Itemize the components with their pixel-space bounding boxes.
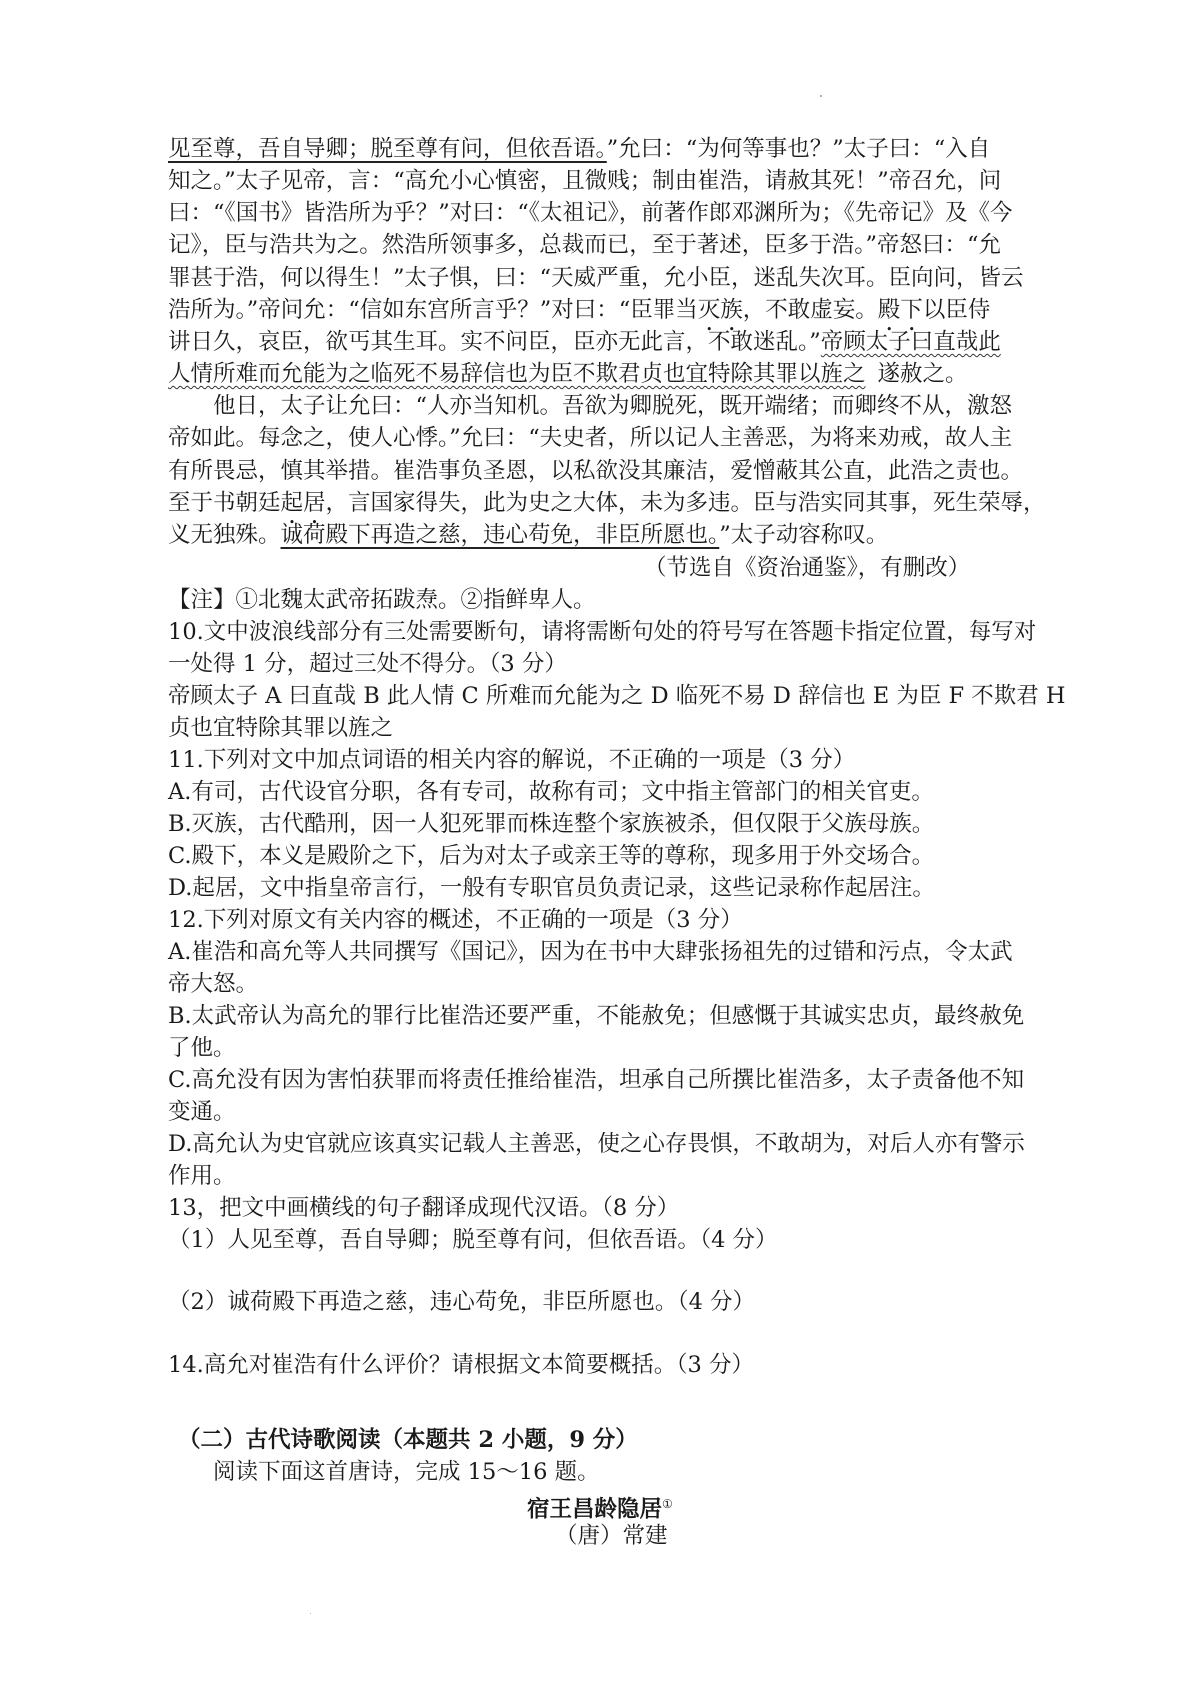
poem-title-text: 宿王昌龄隐居 — [527, 1496, 663, 1523]
poem-note-mark: ① — [662, 1497, 673, 1511]
scan-speck — [310, 1613, 311, 1614]
passage-source: （节选自《资治通鉴》，有删改） — [644, 555, 971, 581]
section-2-heading: （二）古代诗歌阅读（本题共 2 小题，9 分） — [178, 1427, 638, 1453]
poem-title — [527, 1489, 673, 1525]
question-12-option-d: 作用。 — [168, 1163, 236, 1189]
passage-text: 以臣侍 — [922, 297, 991, 323]
question-11-stem: 11.下列对文中加点词语的相关内容的解说，不正确的一项是（3 分） — [168, 747, 856, 773]
passage-text: 浩所为。”帝问允：“信如东宫所言乎？”对曰：“臣罪当 — [168, 297, 698, 323]
question-13-sentence-1: （1）人见至尊，吾自导卿；脱至尊有问，但依吾语。（4 分） — [168, 1227, 778, 1253]
passage-line — [168, 134, 990, 164]
passage-text: 讲日久，哀臣，欲丐其生耳。实不问臣，臣亦无此言，不敢迷乱。” — [168, 329, 821, 355]
question-12-option-b: B.太武帝认为高允的罪行比崔浩还要严重，不能赦免；但感慨于其诚实忠贞，最终赦免 — [168, 1003, 1025, 1029]
question-12-option-c: 变通。 — [168, 1099, 236, 1125]
passage-line: 记》，臣与浩共为之。然浩所领事多，总裁而已，至于著述，臣多于浩。”帝怒曰：“允 — [168, 232, 1002, 258]
question-12-option-b: 了他。 — [168, 1035, 236, 1061]
passage-text: ”允曰：“为何等事也？”太子曰：“入自 — [606, 136, 991, 162]
question-10-text: 帝顾太子 A 曰直哉 B 此人情 C 所难而允能为之 D 临死不易 D 辞信也 E 为臣 F 不欺君 H — [168, 683, 1066, 709]
section-2-intro: 阅读下面这首唐诗，完成 15～16 题。 — [213, 1459, 600, 1485]
question-12-stem: 12.下列对原文有关内容的概述，不正确的一项是（3 分） — [168, 907, 743, 933]
notes: 【注】①北魏太武帝拓跋焘。②指鲜卑人。 — [168, 587, 596, 613]
question-11-option-d: D.起居，文中指皇帝言行，一般有专职官员负责记录，这些记录称作起居注。 — [168, 875, 935, 901]
scan-speck — [820, 95, 822, 97]
dotted-term-dian-xia: 殿下 — [877, 297, 923, 323]
passage-line — [168, 359, 968, 389]
passage-text: ，不敢虚妄。 — [742, 297, 878, 323]
question-10-stem: 10.文中波浪线部分有三处需要断句，请将需断句处的符号写在答题卡指定位置，每写对 — [168, 619, 1037, 645]
question-10-text: 贞也宜特除其罪以旌之 — [168, 715, 394, 741]
wavy-underlined-text: 人情所难而允能为之临死不易辞信也为臣不欺君贞也宜特除其罪以旌之 — [168, 361, 866, 387]
question-12-option-d: D.高允认为史官就应该真实记载人主善恶，使之心存畏惧，不敢胡为，对后人亦有警示 — [168, 1131, 1025, 1157]
question-11-option-c: C.殿下，本义是殿阶之下，后为对太子或亲王等的尊称，现多用于外交场合。 — [168, 843, 935, 869]
passage-line: 他日，太子让允曰：“人亦当知机。吾欲为卿脱死，既开端绪；而卿终不从，激怒 — [213, 393, 1013, 419]
underlined-sentence-1: 见至尊，吾自导卿；脱至尊有问，但依吾语。 — [168, 136, 607, 162]
question-12-option-c: C.高允没有因为害怕获罪而将责任推给崔浩，坦承自己所撰比崔浩多，太子责备他不知 — [168, 1067, 1025, 1093]
question-13-stem: 13，把文中画横线的句子翻译成现代汉语。（8 分） — [168, 1195, 680, 1221]
dotted-term-mie-zu: 灭族 — [697, 297, 743, 323]
passage-line — [168, 520, 888, 550]
question-12-option-a: 帝大怒。 — [168, 971, 259, 997]
passage-text: 遂赦之。 — [877, 361, 968, 387]
passage-text: 至于书朝廷 — [168, 490, 281, 516]
passage-text: ，言国家得失，此为史之大体，未为多违。臣与浩实同其事，死生荣辱， — [325, 490, 1046, 516]
question-12-option-a: A.崔浩和高允等人共同撰写《国记》，因为在书中大肆张扬祖先的过错和污点，令太武 — [168, 939, 1013, 965]
passage-line: 曰：“《国书》皆浩所为乎？”对曰：“《太祖记》，前著作郎邓渊所为；《先帝记》及《今 — [168, 200, 1013, 226]
wavy-underlined-text: 帝顾太子曰直哉此 — [820, 329, 1001, 355]
dotted-term-qi-ju: 起居 — [280, 490, 326, 516]
question-13-sentence-2: （2）诚荷殿下再造之慈，违心苟免，非臣所愿也。（4 分） — [168, 1289, 756, 1315]
passage-line: 罪甚于浩，何以得生！”太子惧，曰：“天威严重，允小臣，迷乱失次耳。臣向问，皆云 — [168, 265, 1024, 291]
passage-text: 义无独殊。 — [168, 522, 281, 548]
passage-line — [168, 327, 1001, 357]
passage-text: ”太子动容称叹。 — [719, 522, 889, 548]
question-11-option-a: A.有司，古代设官分职，各有专司，故称有司；文中指主管部门的相关官吏。 — [168, 779, 934, 805]
underlined-sentence-2: 诚荷殿下再造之慈，违心苟免，非臣所愿也。 — [280, 522, 720, 548]
passage-line: 知之。”太子见帝，言：“高允小心慎密，且微贱；制由崔浩，请赦其死！”帝召允，问 — [168, 168, 1002, 194]
question-10-stem: 一处得 1 分，超过三处不得分。（3 分） — [168, 651, 567, 677]
question-14-stem: 14.高允对崔浩有什么评价？请根据文本简要概括。（3 分） — [168, 1352, 755, 1378]
question-11-option-b: B.灭族，古代酷刑，因一人犯死罪而株连整个家族被杀，但仅限于父族母族。 — [168, 811, 935, 837]
poem-author: （唐）常建 — [555, 1523, 668, 1549]
passage-line: 帝如此。每念之，使人心悸。”允曰：“夫史者，所以记人主善恶，为将来劝戒，故人主 — [168, 425, 1013, 451]
passage-line: 有所畏忌，慎其举措。崔浩事负圣恩，以私欲没其廉洁，爱憎蔽其公直，此浩之责也。 — [168, 458, 1024, 484]
